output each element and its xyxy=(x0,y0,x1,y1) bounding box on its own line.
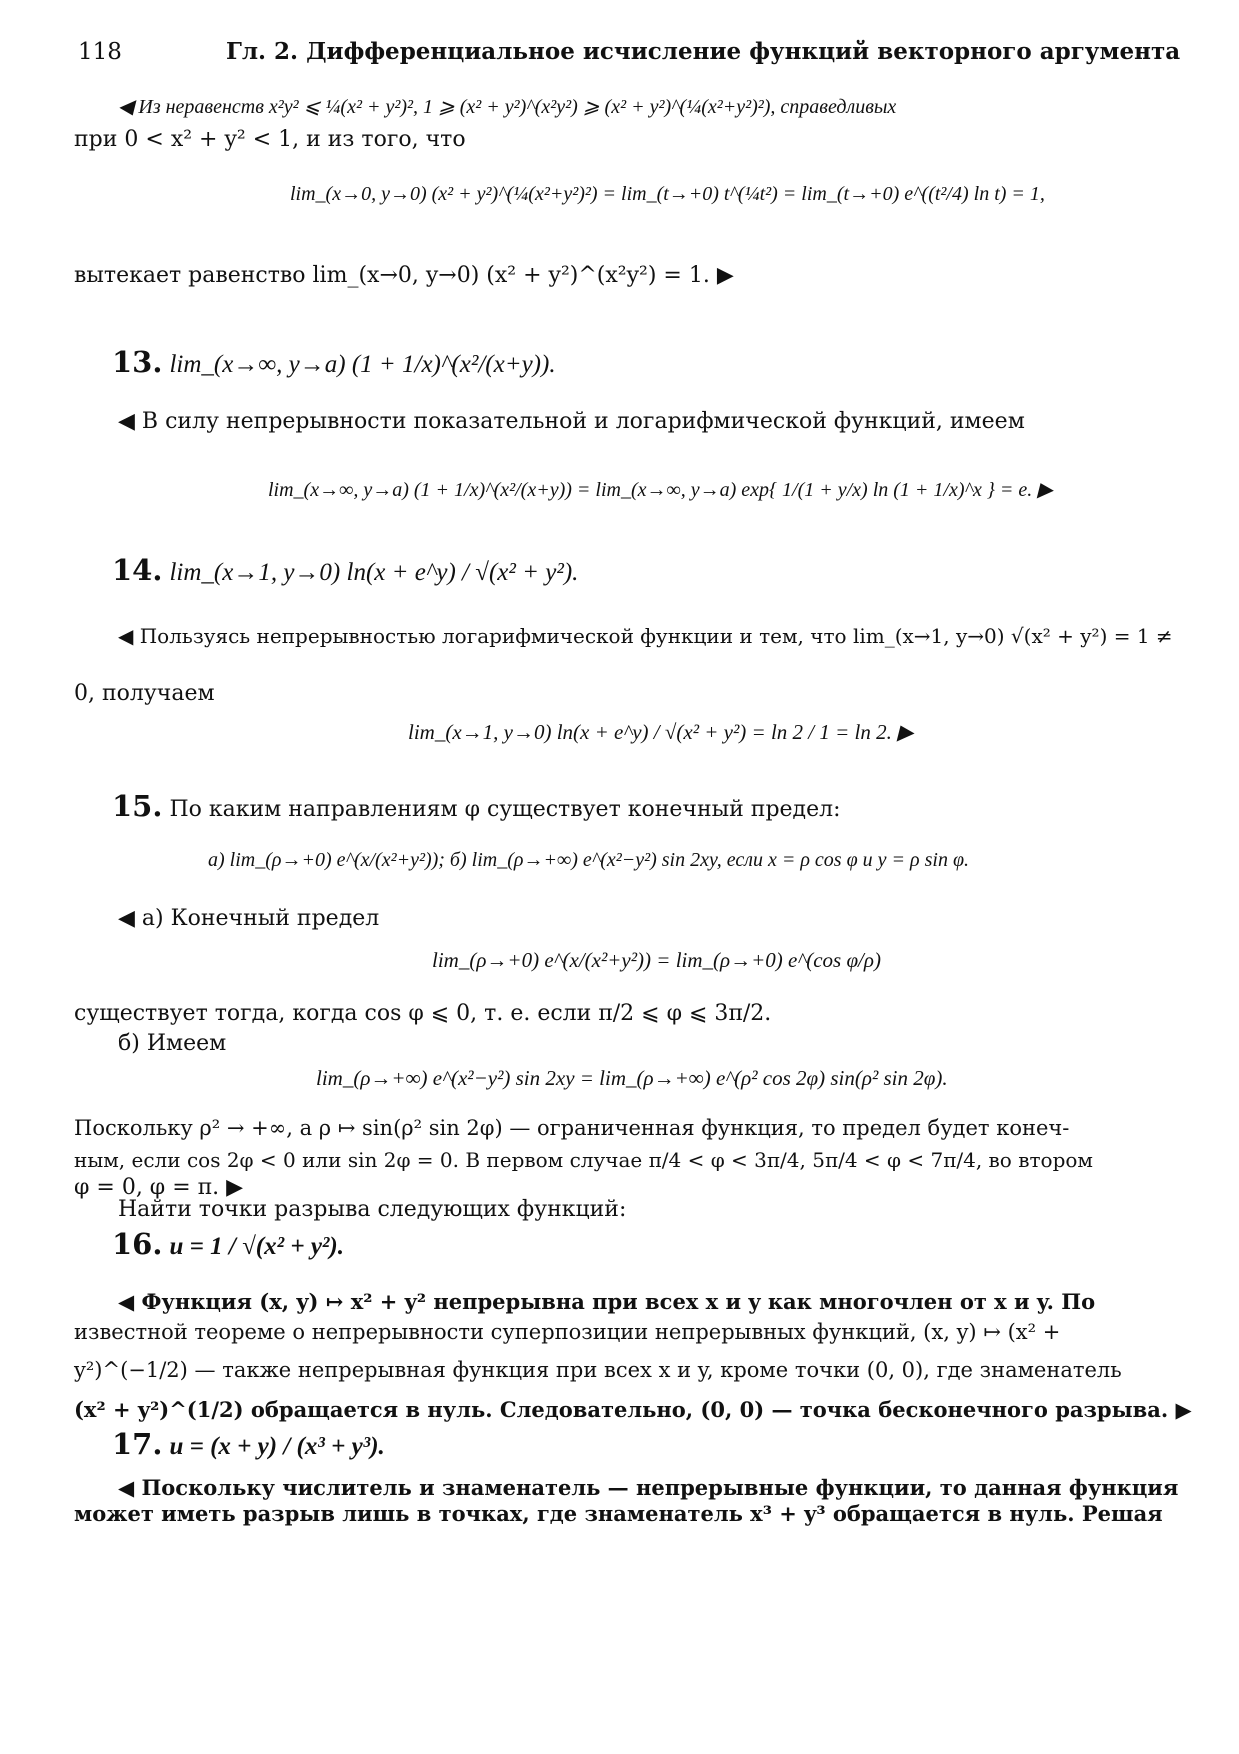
problem-number: 14. xyxy=(112,553,163,587)
page-number: 118 xyxy=(78,39,122,65)
text-line: Найти точки разрыва следующих функций: xyxy=(118,1197,627,1222)
chapter-title: Гл. 2. Дифференциальное исчисление функций векторного аргумента xyxy=(225,38,1181,65)
text-line: ◀ В силу непрерывности показательной и логарифмической функций, имеем xyxy=(118,409,1025,434)
text-line: ◀ Функция (x, y) ↦ x² + y² непрерывна при всех x и y как многочлен от x и y. По xyxy=(118,1289,1096,1314)
text-line: ◀ Поскольку числитель и знаменатель — непрерывные функции, то данная функция xyxy=(118,1475,1179,1500)
text-line: б) Имеем xyxy=(118,1031,227,1056)
text-line: ◀ Из неравенств x²y² ⩽ ¼(x² + y²)², 1 ⩾ (x² + y²)^(x²y²) ⩾ (x² + y²)^(¼(x²+y²)²), справедливых xyxy=(118,96,897,118)
problem-13 xyxy=(112,345,556,380)
formula: lim_(ρ→+∞) e^(x²−y²) sin 2xy = lim_(ρ→+∞) e^(ρ² cos 2φ) sin(ρ² sin 2φ). xyxy=(316,1066,948,1090)
text-line: может иметь разрыв лишь в точках, где знаменатель x³ + y³ обращается в нуль. Решая xyxy=(74,1501,1163,1526)
text-line: ◀ Пользуясь непрерывностью логарифмической функции и тем, что lim_(x→1, y→0) √(x² + y²) = 1 ≠ xyxy=(118,624,1173,648)
formula: lim_(x→1, y→0) ln(x + e^y) / √(x² + y²) = ln 2 / 1 = ln 2. ▶ xyxy=(408,720,914,744)
formula: а) lim_(ρ→+0) e^(x/(x²+y²)); б) lim_(ρ→+∞) e^(x²−y²) sin 2xy, если x = ρ cos φ и y = ρ sin φ. xyxy=(208,849,970,871)
formula: lim_(ρ→+0) e^(x/(x²+y²)) = lim_(ρ→+0) e^(cos φ/ρ) xyxy=(432,948,881,972)
text-line: вытекает равенство lim_(x→0, y→0) (x² + y²)^(x²y²) = 1. ▶ xyxy=(74,263,734,288)
text-line: 0, получаем xyxy=(74,681,215,706)
text-line: ◀ а) Конечный предел xyxy=(118,906,380,931)
text-line: существует тогда, когда cos φ ⩽ 0, т. е. если π/2 ⩽ φ ⩽ 3π/2. xyxy=(74,1001,772,1026)
text-line: известной теореме о непрерывности суперпозиции непрерывных функций, (x, y) ↦ (x² + xyxy=(74,1320,1061,1344)
problem-statement: u = (x + y) / (x³ + y³). xyxy=(169,1433,385,1460)
problem-16 xyxy=(112,1227,345,1262)
problem-number: 16. xyxy=(112,1227,163,1261)
formula: lim_(x→∞, y→a) (1 + 1/x)^(x²/(x+y)) = lim_(x→∞, y→a) exp{ 1/(1 + y/x) ln (1 + 1/x)^x } = e. ▶ xyxy=(268,479,1053,501)
problem-15 xyxy=(112,789,841,824)
text-line: φ = 0, φ = π. ▶ xyxy=(74,1175,243,1200)
problem-statement: По каким направлениям φ существует конечный предел: xyxy=(169,797,841,822)
problem-number: 17. xyxy=(112,1427,163,1461)
text-line: (x² + y²)^(1/2) обращается в нуль. Следовательно, (0, 0) — точка бесконечного разрыва. ▶ xyxy=(74,1397,1192,1422)
problem-17 xyxy=(112,1427,385,1462)
text-line: ным, если cos 2φ < 0 или sin 2φ = 0. В первом случае π/4 < φ < 3π/4, 5π/4 < φ < 7π/4, во втором xyxy=(74,1148,1093,1172)
text-line: Поскольку ρ² → +∞, а ρ ↦ sin(ρ² sin 2φ) — ограниченная функция, то предел будет конеч- xyxy=(74,1116,1070,1140)
problem-number: 15. xyxy=(112,789,163,823)
problem-statement: lim_(x→1, y→0) ln(x + e^y) / √(x² + y²). xyxy=(169,559,579,586)
text-line: y²)^(−1/2) — также непрерывная функция при всех x и y, кроме точки (0, 0), где знаменатель xyxy=(74,1358,1122,1382)
formula: lim_(x→0, y→0) (x² + y²)^(¼(x²+y²)²) = lim_(t→+0) t^(¼t²) = lim_(t→+0) e^((t²/4) ln t) = 1, xyxy=(290,183,1045,205)
problem-14 xyxy=(112,553,579,588)
page-header xyxy=(78,38,1180,66)
problem-statement: lim_(x→∞, y→a) (1 + 1/x)^(x²/(x+y)). xyxy=(169,351,556,378)
problem-number: 13. xyxy=(112,345,163,379)
text-line: при 0 < x² + y² < 1, и из того, что xyxy=(74,127,466,152)
problem-statement: u = 1 / √(x² + y²). xyxy=(169,1233,345,1260)
